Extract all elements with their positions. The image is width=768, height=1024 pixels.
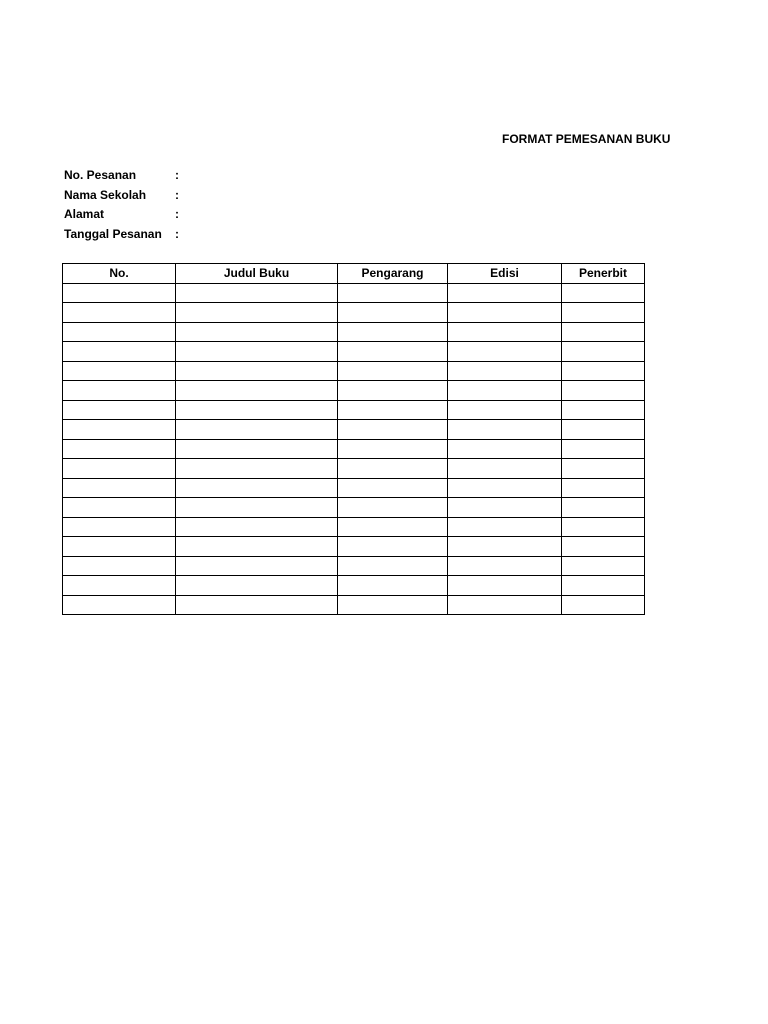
- order-table: [62, 263, 645, 615]
- table-row: [63, 400, 645, 420]
- table-cell: [176, 517, 338, 537]
- table-cell: [562, 439, 645, 459]
- table-cell: [562, 342, 645, 362]
- table-header-row: [63, 264, 645, 284]
- table-row: [63, 381, 645, 401]
- table-cell: [63, 459, 176, 479]
- table-cell: [63, 400, 176, 420]
- table-cell: [562, 361, 645, 381]
- table-row: [63, 517, 645, 537]
- table-cell: [338, 556, 448, 576]
- field-label: No. Pesanan: [64, 168, 137, 182]
- table-row: [63, 556, 645, 576]
- field-label: Nama Sekolah: [64, 187, 147, 202]
- table-row: [63, 439, 645, 459]
- table-row: [63, 576, 645, 596]
- table-cell: [448, 478, 562, 498]
- table-cell: [176, 439, 338, 459]
- table-row: [63, 322, 645, 342]
- table-cell: [562, 400, 645, 420]
- table-cell: [176, 556, 338, 576]
- table-cell: [448, 283, 562, 303]
- table-cell: [338, 420, 448, 440]
- table-row: [63, 283, 645, 303]
- table-cell: [562, 459, 645, 479]
- table-row: [63, 303, 645, 323]
- table-cell: [448, 595, 562, 615]
- table-cell: [448, 303, 562, 323]
- table-cell: [176, 595, 338, 615]
- field-tanggal-pesanan: [64, 225, 364, 245]
- table-cell: [562, 556, 645, 576]
- table-cell: [338, 537, 448, 557]
- field-no-pesanan: [64, 166, 364, 186]
- table-cell: [338, 478, 448, 498]
- table-cell: [63, 283, 176, 303]
- table-cell: [562, 595, 645, 615]
- table-cell: [63, 576, 176, 596]
- table-cell: [448, 381, 562, 401]
- table-cell: [562, 283, 645, 303]
- table-cell: [448, 517, 562, 537]
- table-cell: [338, 517, 448, 537]
- table-cell: [338, 595, 448, 615]
- table-cell: [338, 576, 448, 596]
- table-cell: [176, 537, 338, 557]
- table-row: [63, 498, 645, 518]
- table-cell: [338, 381, 448, 401]
- table-cell: [448, 537, 562, 557]
- table-cell: [448, 400, 562, 420]
- table-cell: [176, 420, 338, 440]
- field-separator: :: [175, 226, 179, 241]
- table-row: [63, 420, 645, 440]
- table-cell: [562, 517, 645, 537]
- table-cell: [63, 342, 176, 362]
- table-cell: [448, 420, 562, 440]
- table-cell: [562, 537, 645, 557]
- table-cell: [63, 420, 176, 440]
- table-cell: [176, 342, 338, 362]
- table-cell: [562, 303, 645, 323]
- table-cell: [448, 498, 562, 518]
- table-cell: [63, 556, 176, 576]
- table-cell: [448, 459, 562, 479]
- header-pengarang: Pengarang: [338, 264, 448, 284]
- title-container: [450, 129, 671, 149]
- header-edisi: Edisi: [448, 264, 562, 284]
- field-nama-sekolah: [64, 186, 364, 206]
- table-cell: [338, 283, 448, 303]
- table-cell: [562, 478, 645, 498]
- table-row: [63, 342, 645, 362]
- table-cell: [176, 459, 338, 479]
- table-row: [63, 537, 645, 557]
- table-cell: [63, 439, 176, 459]
- table-cell: [63, 322, 176, 342]
- table-cell: [63, 478, 176, 498]
- table-cell: [176, 283, 338, 303]
- table-cell: [448, 322, 562, 342]
- table-cell: [176, 576, 338, 596]
- table-cell: [338, 439, 448, 459]
- table-row: [63, 595, 645, 615]
- header-judul-buku: Judul Buku: [176, 264, 338, 284]
- table-row: [63, 459, 645, 479]
- table-cell: [562, 498, 645, 518]
- table-cell: [63, 303, 176, 323]
- order-fields: [64, 166, 364, 244]
- table-cell: [448, 342, 562, 362]
- table-cell: [562, 576, 645, 596]
- table-cell: [338, 498, 448, 518]
- document-title: FORMAT PEMESANAN BUKU: [502, 132, 671, 146]
- table-cell: [176, 478, 338, 498]
- table-cell: [63, 537, 176, 557]
- table-cell: [63, 498, 176, 518]
- table-cell: [176, 400, 338, 420]
- table-cell: [176, 498, 338, 518]
- header-no: No.: [63, 264, 176, 284]
- table-row: [63, 478, 645, 498]
- table-cell: [63, 361, 176, 381]
- table-cell: [338, 322, 448, 342]
- table-body: [63, 283, 645, 615]
- field-label: Alamat: [64, 207, 105, 221]
- table-cell: [176, 322, 338, 342]
- table-cell: [562, 322, 645, 342]
- table-row: [63, 361, 645, 381]
- field-separator: :: [175, 207, 179, 221]
- field-separator: :: [175, 168, 179, 182]
- table-cell: [63, 595, 176, 615]
- table-cell: [562, 420, 645, 440]
- table-cell: [448, 361, 562, 381]
- table-cell: [63, 381, 176, 401]
- table-cell: [176, 361, 338, 381]
- table-cell: [338, 400, 448, 420]
- field-alamat: [64, 205, 364, 225]
- table-cell: [176, 303, 338, 323]
- table-cell: [338, 459, 448, 479]
- table-cell: [448, 556, 562, 576]
- table-cell: [338, 342, 448, 362]
- table-cell: [338, 361, 448, 381]
- header-penerbit: Penerbit: [562, 264, 645, 284]
- table-cell: [562, 381, 645, 401]
- table-cell: [176, 381, 338, 401]
- table-cell: [448, 439, 562, 459]
- table-cell: [63, 517, 176, 537]
- table-cell: [338, 303, 448, 323]
- field-separator: :: [175, 187, 179, 202]
- table-cell: [448, 576, 562, 596]
- field-label: Tanggal Pesanan: [64, 226, 162, 241]
